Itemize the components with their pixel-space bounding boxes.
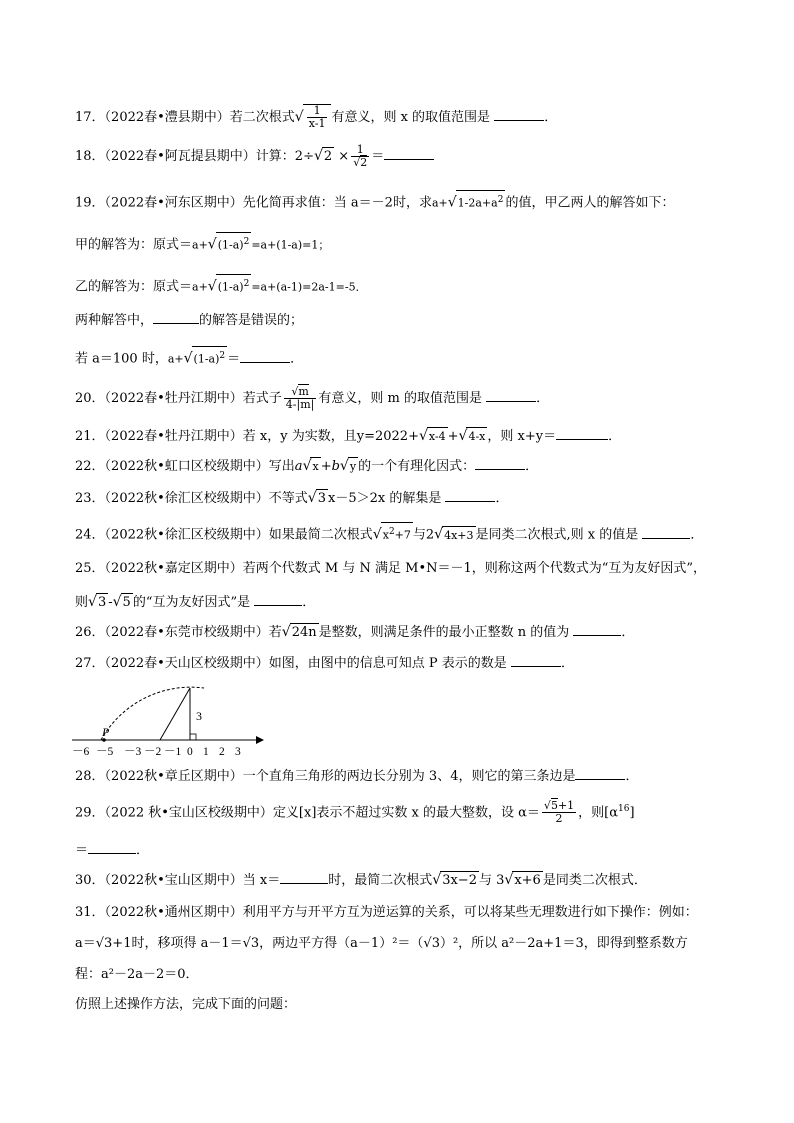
fraction-denominator: 2: [555, 812, 563, 826]
minus: -: [108, 595, 113, 610]
problem-28: [75, 766, 719, 786]
answer-blank[interactable]: [384, 146, 434, 160]
tick-label: －5: [96, 746, 114, 758]
problem-25-suffix: 的“互为友好因式”是: [132, 595, 251, 610]
jia-rest: =a+(1-a)=1；: [251, 238, 330, 252]
expr: a+: [167, 352, 184, 366]
problem-24: 24．（2022秋•徐汇区校级期中）如果最简二次根式$√x^2+7$ 与2√4x+3 是同类二次根式,则 x 的值是 ．: [75, 522, 719, 545]
number-line-figure: [68, 678, 268, 760]
expr: a+: [192, 238, 208, 252]
problem-31-line1: [75, 904, 719, 922]
problem-18-text: 18．（2022春•阿瓦提县期中）计算：2÷: [75, 149, 314, 164]
problem-27-text: 27．（2022春•天山区校级期中）如图，由图中的信息可知点 P 表示的数是: [75, 656, 507, 671]
equals: ＝: [371, 149, 385, 164]
period: ．: [495, 491, 509, 506]
answer-blank[interactable]: [88, 840, 136, 854]
problem-30-mid: 时，最简二次根式: [328, 873, 433, 888]
answer-blank[interactable]: [486, 388, 536, 402]
answer-blank[interactable]: [240, 349, 290, 363]
problem-22-suffix: 的一个有理化因式：: [358, 459, 476, 474]
fraction-denominator: x-1: [308, 117, 326, 130]
problem-29-suffix: ，则[α: [578, 805, 619, 821]
period: ．: [625, 769, 639, 784]
period: ．: [560, 656, 574, 671]
problem-20: 20．（2022春•牡丹江期中）若式子 $\frac{√m}{4-|m|}$ 有意义，则 m 的取值范围是 ．: [75, 385, 550, 411]
tick-label: －6: [72, 746, 90, 758]
answer-blank[interactable]: [575, 766, 625, 780]
radical-rest: +7: [394, 528, 411, 542]
exponent: 2: [219, 351, 226, 361]
liang-suffix: 的解答是错误的；: [199, 313, 304, 328]
radical: 2: [323, 149, 333, 164]
problem-19-text: 19．（2022春•河东区期中）先化简再求值：当 a＝－2时，求: [75, 195, 432, 211]
problem-31-text: 31．（2022秋•通州区期中）利用平方与开平方互为逆运算的关系，可以将某些无理数进行如下操作：例如：: [75, 905, 698, 920]
radical: 24n: [291, 625, 317, 640]
period: ．: [608, 429, 622, 444]
problem-21: 21．（2022春•牡丹江期中）若 x，y 为实数，且y=2022+√x-4 +√4-x ，则 x+y＝ ．: [75, 428, 622, 444]
expr: +b: [320, 459, 340, 474]
right-angle-mark: [190, 734, 196, 740]
expr: y=2022+: [356, 429, 419, 444]
fraction-numerator: 1: [351, 144, 369, 157]
period: ．: [536, 391, 550, 406]
expr: a+: [431, 196, 448, 210]
fraction-numerator: m: [298, 385, 309, 398]
fraction-numerator-rest: +1: [557, 799, 575, 813]
problem-23-text: 23．（2022秋•徐汇区校级期中）不等式: [75, 491, 308, 506]
problem-17-suffix: 有意义，则 x 的取值范围是: [331, 110, 491, 125]
radical: y: [348, 457, 358, 476]
problem-31-text: 程：a²－2a－2＝0．: [75, 967, 199, 982]
radical: 5: [122, 595, 131, 610]
problem-24-suffix: 是同类二次根式,则 x 的值是: [475, 527, 639, 543]
problem-30-suffix: 是同类二次根式．: [542, 873, 647, 888]
tick-label: 1: [203, 746, 209, 758]
period: ．: [525, 459, 539, 474]
problem-29-text: 29．（2022 秋•宝山区校级期中）定义[x]表示不超过实数 x 的最大整数，设 α＝: [75, 805, 540, 821]
answer-jia: 甲的解答为：原式$=a+√(1-a)^2 =a+(1-a)=1$；: [75, 232, 719, 255]
problem-23-rest: x－5＞2x 的解集是: [328, 491, 442, 506]
problem-24-mid: 与2: [412, 527, 435, 543]
radical: 3: [317, 491, 326, 506]
radical: 4-x: [466, 427, 487, 446]
problem-23: 23．（2022秋•徐汇区校级期中）不等式√3 x－5＞2x 的解集是 ．: [75, 490, 509, 506]
problem-18: 18．（2022春•阿瓦提县期中）计算：2÷√2 × $\frac{1}{√2}$ ＝: [75, 144, 719, 169]
answer-blank[interactable]: [511, 653, 561, 667]
equals: ＝: [75, 843, 89, 858]
answer-blank[interactable]: [475, 456, 525, 470]
problem-24-text: 24．（2022秋•徐汇区校级期中）如果最简二次根式: [75, 527, 373, 543]
plus: +: [447, 429, 459, 444]
problem-26-text: 26．（2022春•东莞市校级期中）若: [75, 625, 282, 640]
radical: (1-a): [193, 352, 220, 366]
answer-yi: 乙的解答为：原式$=a+√(1-a)^2 =a+(a-1)=2a-1=-5$．: [75, 274, 719, 297]
problem-19: 19．（2022春•河东区期中）先化简再求值：当 a＝－2时，求$a+√1-2a+a^2$ 的值，甲乙两人的解答如下：: [75, 190, 719, 213]
jia-label: 甲的解答为：原式＝: [75, 237, 193, 253]
problem-30-text: 30．（2022秋•宝山区期中）当 x＝: [75, 873, 281, 888]
expr: a: [294, 459, 303, 474]
question-a100: 若 a＝100 时，$a+√(1-a)^2$ ＝ ．: [75, 346, 719, 369]
answer-blank[interactable]: [494, 107, 544, 121]
radical: x+6: [514, 873, 541, 888]
height-label: 3: [196, 709, 202, 723]
dashed-arc: [101, 687, 204, 740]
period: ．: [621, 625, 635, 640]
radical: x: [382, 528, 389, 542]
answer-blank[interactable]: [642, 525, 690, 539]
problem-29: 29．（2022 秋•宝山区校级期中）定义[x]表示不超过实数 x 的最大整数，设 α＝ $\frac{√5+1}{2}$ ，则$[\alpha^{16}]$: [75, 799, 635, 826]
fraction-numerator: 5: [550, 799, 558, 813]
period: ．: [136, 843, 150, 858]
problem-20-suffix: 有意义，则 m 的取值范围是: [318, 391, 482, 406]
problem-30: 30．（2022秋•宝山区期中）当 x＝ 时，最简二次根式√3x−2 与 3√x+6 是同类二次根式．: [75, 872, 647, 888]
problem-26: 26．（2022春•东莞市校级期中）若√24n 是整数，则满足条件的最小正整数 n 的值为 ．: [75, 624, 635, 640]
problem-17: 17．（2022春•澧县期中）若二次根式√ $\frac{1}{x-1}$ 有意义，则 x 的取值范围是 ．: [75, 104, 558, 130]
fraction-numerator: 1: [307, 105, 328, 118]
problem-21-text: 21．（2022春•牡丹江期中）若 x，y 为实数，且: [75, 429, 357, 444]
liang-prefix: 两种解答中，: [75, 313, 154, 328]
tick-label: －1: [164, 746, 182, 758]
period: ．: [544, 110, 558, 125]
problem-30-and: 与 3: [478, 873, 505, 888]
expr: a+: [192, 280, 208, 294]
problem-19-suffix: 的值，甲乙两人的解答如下：: [505, 195, 675, 211]
point-p-label: P: [102, 725, 110, 739]
tick-label: 0: [187, 746, 193, 758]
problem-20-text: 20．（2022春•牡丹江期中）若式子: [75, 391, 282, 406]
problem-25-text: 25．（2022秋•嘉定区期中）若两个代数式 M 与 N 满足 M•N＝－1，则称这两个代数式为“互为友好因式”，: [75, 561, 707, 576]
problem-29-line2: [75, 840, 719, 860]
exponent: 2: [497, 195, 504, 205]
problem-27: [75, 653, 719, 673]
problem-25-line1: [75, 560, 719, 578]
radical: 4x+3: [442, 526, 475, 545]
period: ．: [290, 351, 304, 367]
exponent: 2: [388, 527, 395, 537]
problem-31-line4: [75, 996, 719, 1014]
exponent: 2: [243, 237, 250, 247]
problem-28-text: 28．（2022秋•章丘区期中）一个直角三角形的两边长分别为 3、4，则它的第三条边是: [75, 769, 576, 784]
answer-blank[interactable]: [556, 426, 608, 440]
answer-blank[interactable]: [445, 488, 495, 502]
radical: 3: [97, 595, 107, 610]
answer-blank[interactable]: [254, 592, 302, 606]
answer-blank[interactable]: [573, 622, 621, 636]
problem-25-line2: 则√3 -√5 的“互为友好因式”是 ．: [75, 594, 316, 610]
radical: x-4: [427, 427, 448, 446]
yi-label: 乙的解答为：原式＝: [75, 279, 193, 295]
radical: (1-a): [217, 238, 244, 252]
problem-31-line3: [75, 966, 719, 984]
fraction-denominator: 2: [360, 156, 368, 169]
problem-22: 22．（2022秋•虹口区校级期中）写出a√x +b√y 的一个有理化因式： ．: [75, 458, 539, 474]
problem-31-line2: [75, 935, 719, 953]
tick-label: －3: [124, 746, 142, 758]
exponent: 16: [618, 804, 630, 814]
yi-rest: =a+(a-1)=2a-1=-5．: [251, 280, 367, 294]
exponent: 2: [243, 279, 250, 289]
fraction-denominator: 4-|m|: [285, 398, 315, 411]
question-which-wrong: [75, 310, 719, 330]
answer-blank[interactable]: [153, 310, 199, 324]
tick-label: －2: [144, 746, 162, 758]
problem-31-text: 仿照上述操作方法，完成下面的问题：: [75, 997, 297, 1012]
radical: (1-a): [217, 280, 244, 294]
radical: 1-2a+a: [457, 196, 498, 210]
bracket: ]: [629, 805, 635, 821]
ruo-prefix: 若 a＝100 时，: [75, 351, 168, 367]
tick-label: 3: [235, 746, 241, 758]
period: ．: [302, 595, 316, 610]
problem-17-text: 17．（2022春•澧县期中）若二次根式: [75, 110, 295, 125]
hypotenuse-line: [160, 688, 190, 740]
radical: x: [310, 457, 320, 476]
problem-26-suffix: 是整数，则满足条件的最小正整数 n 的值为: [318, 625, 570, 640]
problem-31-text: a＝√3+1时，移项得 a－1＝√3，两边平方得（a－1）²＝（√3）²，所以 a²－2a+1＝3，即得到整系数方: [75, 936, 688, 951]
axis-arrow-icon: [256, 736, 264, 744]
problem-25-pre: 则: [75, 595, 89, 610]
period: ．: [690, 527, 704, 543]
equals: ＝: [227, 351, 241, 367]
problem-22-text: 22．（2022秋•虹口区校级期中）写出: [75, 459, 295, 474]
answer-blank[interactable]: [280, 870, 328, 884]
problem-21-suffix: ，则 x+y＝: [487, 429, 557, 444]
tick-label: 2: [219, 746, 225, 758]
radical: 3x−2: [442, 873, 477, 888]
